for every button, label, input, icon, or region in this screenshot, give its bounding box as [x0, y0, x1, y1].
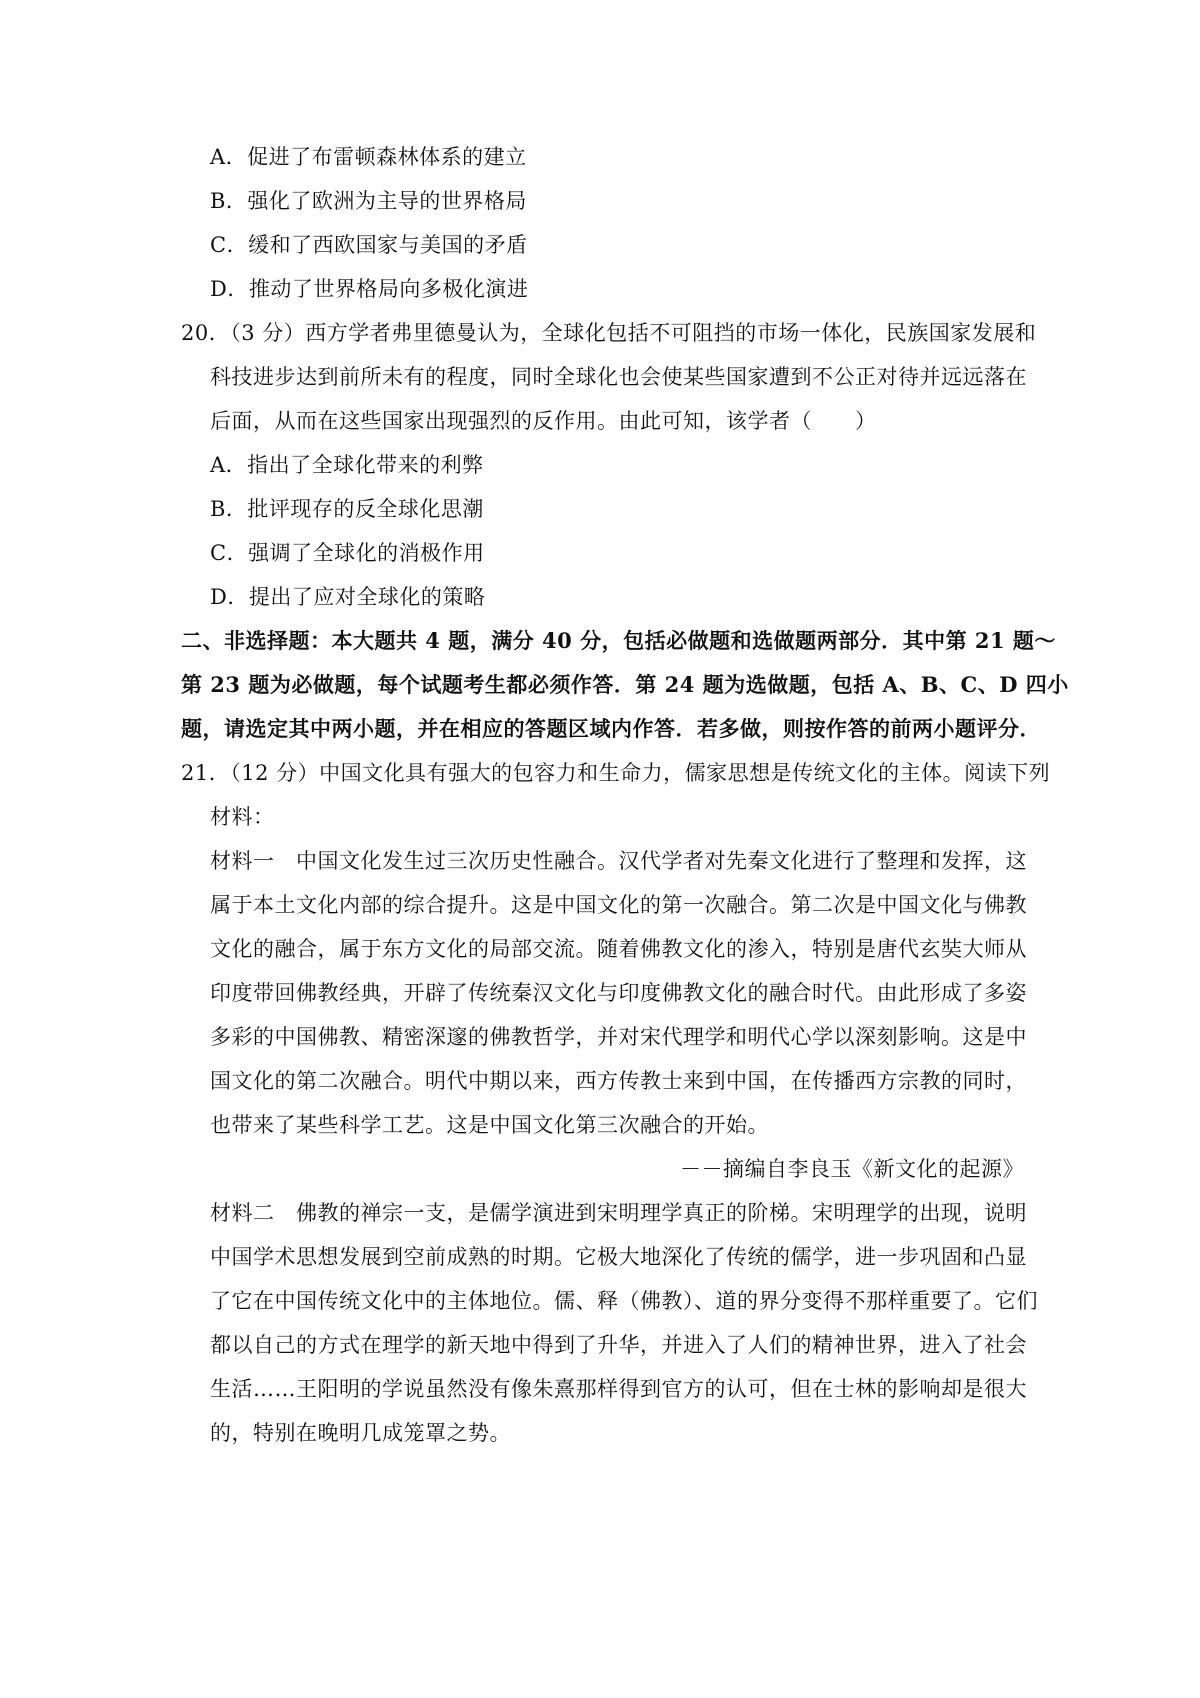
material-two-line: 材料二 佛教的禅宗一支，是儒学演进到宋明理学真正的阶梯。宋明理学的出现，说明 — [210, 1201, 1027, 1225]
material-one-line: 多彩的中国佛教、精密深邃的佛教哲学，并对宋代理学和明代心学以深刻影响。这是中 — [210, 1025, 1027, 1049]
material-one-line: 材料一 中国文化发生过三次历史性融合。汉代学者对先秦文化进行了整理和发挥，这 — [210, 849, 1027, 873]
material-one-line: 属于本土文化内部的综合提升。这是中国文化的第一次融合。第二次是中国文化与佛教 — [210, 893, 1027, 917]
q19-option-d: D．推动了世界格局向多极化演进 — [210, 277, 529, 301]
q20-stem-line: 后面，从而在这些国家出现强烈的反作用。由此可知，该学者（ ） — [210, 409, 877, 433]
material-one-line: 印度带回佛教经典，开辟了传统秦汉文化与印度佛教文化的融合时代。由此形成了多姿 — [210, 981, 1027, 1005]
q21-stem-line: 21．（12 分）中国文化具有强大的包容力和生命力，儒家思想是传统文化的主体。阅读下列 — [181, 761, 1051, 785]
q19-option-a: A．促进了布雷顿森林体系的建立 — [210, 145, 527, 169]
section-heading: 第 23 题为必做题，每个试题考生都必须作答．第 24 题为选做题，包括 A、B、C、D 四小 — [181, 672, 1069, 697]
q20-option-c: C．强调了全球化的消极作用 — [210, 541, 485, 565]
material-two-line: 的，特别在晚明几成笼罩之势。 — [210, 1421, 511, 1445]
q20-option-b: B．批评现存的反全球化思潮 — [210, 497, 484, 521]
material-two-line: 了它在中国传统文化中的主体地位。儒、释（佛教）、道的界分变得不那样重要了。它们 — [210, 1289, 1038, 1313]
q20-option-d: D．提出了应对全球化的策略 — [210, 585, 486, 609]
section-heading: 题，请选定其中两小题，并在相应的答题区域内作答．若多做，则按作答的前两小题评分． — [181, 716, 1041, 741]
material-two-line: 中国学术思想发展到空前成熟的时期。它极大地深化了传统的儒学，进一步巩固和凸显 — [210, 1245, 1027, 1269]
material-one-line: 国文化的第二次融合。明代中期以来，西方传教士来到中国，在传播西方宗教的同时， — [210, 1069, 1027, 1093]
material-two-line: 生活……王阳明的学说虽然没有像朱熹那样得到官方的认可，但在士林的影响却是很大 — [210, 1377, 1027, 1401]
q19-option-b: B．强化了欧洲为主导的世界格局 — [210, 189, 527, 213]
q20-stem-line: 科技进步达到前所未有的程度，同时全球化也会使某些国家遭到不公正对待并远远落在 — [210, 365, 1027, 389]
material-one-line: 文化的融合，属于东方文化的局部交流。随着佛教文化的渗入，特别是唐代玄奘大师从 — [210, 937, 1027, 961]
q20-option-a: A．指出了全球化带来的利弊 — [210, 453, 484, 477]
material-one-source: －－摘编自李良玉《新文化的起源》 — [680, 1157, 1024, 1181]
material-one-line: 也带来了某些科学工艺。这是中国文化第三次融合的开始。 — [210, 1113, 769, 1137]
q19-option-c: C．缓和了西欧国家与美国的矛盾 — [210, 233, 528, 257]
section-heading: 二、非选择题：本大题共 4 题，满分 40 分，包括必做题和选做题两部分．其中第 21 题～ — [181, 628, 1056, 653]
material-two-line: 都以自己的方式在理学的新天地中得到了升华，并进入了人们的精神世界，进入了社会 — [210, 1333, 1027, 1357]
q20-stem-line: 20．（3 分）西方学者弗里德曼认为，全球化包括不可阻挡的市场一体化，民族国家发展和 — [181, 321, 1037, 345]
q21-stem-line: 材料： — [210, 805, 275, 829]
